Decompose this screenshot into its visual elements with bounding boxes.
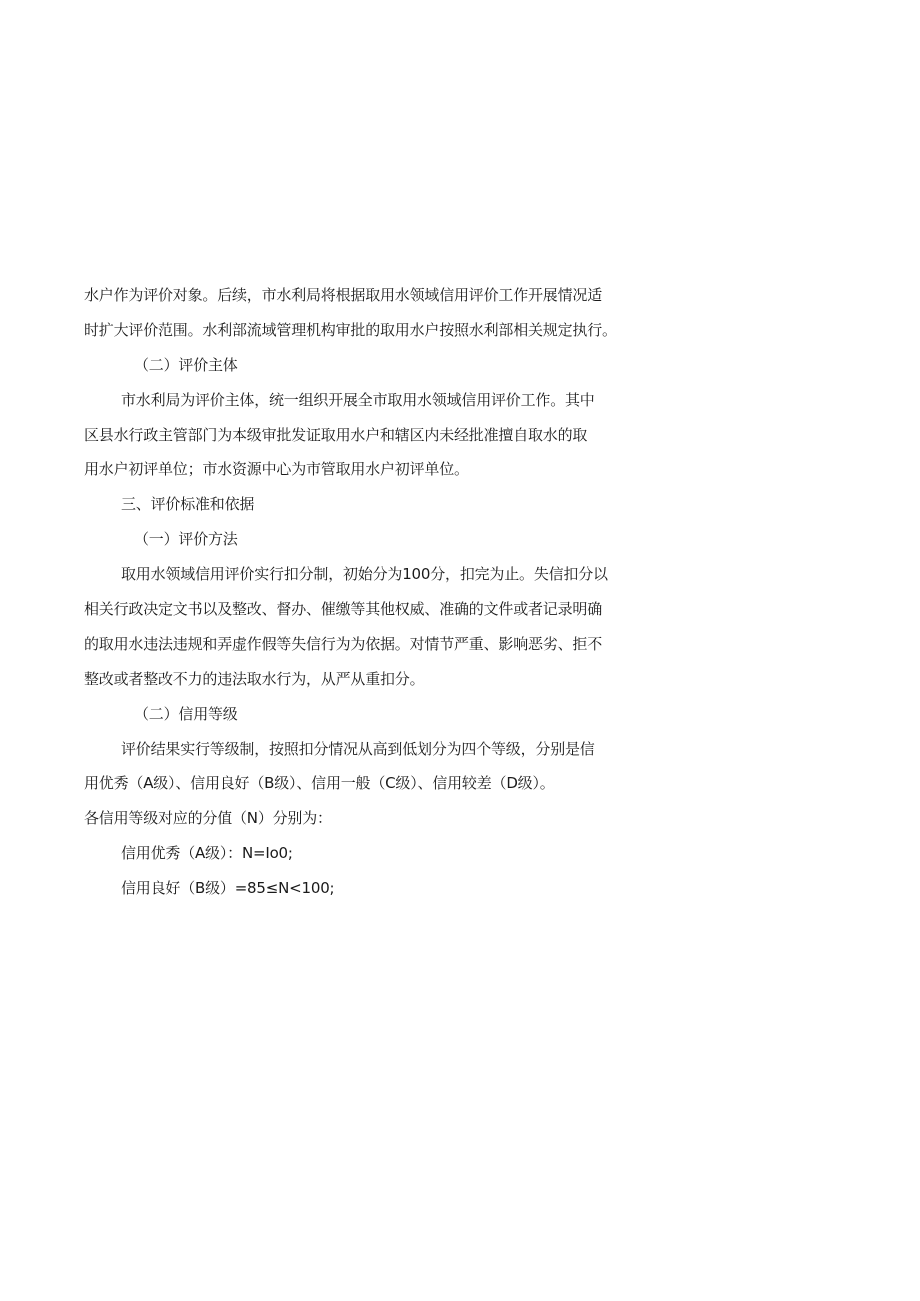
- subsection-heading: （二）信用等级: [134, 704, 238, 723]
- grade-item: 信用良好（B级）=85≤N<100;: [121, 879, 335, 898]
- body-paragraph-line: 区县水行政主管部门为本级审批发证取用水户和辖区内未经批准擅自取水的取: [84, 425, 588, 444]
- grade-item: 信用优秀（A级）：N=Io0;: [121, 844, 293, 863]
- body-paragraph-line: 相关行政决定文书以及整改、督办、催缴等其他权威、准确的文件或者记录明确: [84, 600, 603, 619]
- document-body: [84, 278, 644, 906]
- subsection-heading: （一）评价方法: [134, 530, 238, 549]
- body-paragraph-line: 市水利局为评价主体，统一组织开展全市取用水领域信用评价工作。其中: [121, 390, 595, 409]
- body-paragraph-line: 取用水领域信用评价实行扣分制，初始分为100分，扣完为止。失信扣分以: [121, 565, 608, 584]
- body-paragraph-line: 水户作为评价对象。后续，市水利局将根据取用水领域信用评价工作开展情况适: [84, 286, 603, 304]
- subsection-heading: （二）评价主体: [134, 355, 238, 374]
- section-heading: 三、评价标准和依据: [121, 495, 255, 514]
- body-paragraph-line: 整改或者整改不力的违法取水行为，从严从重扣分。: [84, 669, 425, 688]
- body-paragraph-line: 用水户初评单位；市水资源中心为市管取用水户初评单位。: [84, 460, 469, 479]
- body-paragraph-line: 各信用等级对应的分值（N）分别为：: [84, 809, 332, 828]
- body-paragraph-line: 时扩大评价范围。水利部流域管理机构审批的取用水户按照水利部相关规定执行。: [84, 320, 617, 339]
- body-paragraph-line: 用优秀（A级）、信用良好（B级）、信用一般（C级）、信用较差（D级）。: [84, 774, 555, 793]
- body-paragraph-line: 评价结果实行等级制，按照扣分情况从高到低划分为四个等级，分别是信: [121, 739, 595, 758]
- body-paragraph-line: 的取用水违法违规和弄虚作假等失信行为为依据。对情节严重、影响恶劣、拒不: [84, 634, 603, 653]
